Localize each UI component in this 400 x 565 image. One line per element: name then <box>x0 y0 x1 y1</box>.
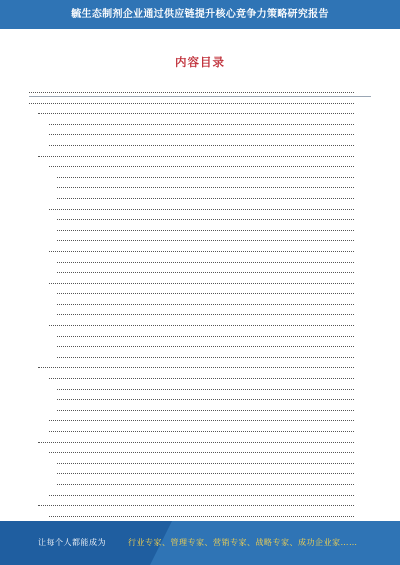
toc-entry[interactable] <box>29 308 371 319</box>
toc-entry[interactable] <box>29 287 371 298</box>
toc-leader-dots <box>57 473 354 474</box>
toc-entry[interactable] <box>29 393 371 404</box>
toc-leader-dots <box>49 209 354 210</box>
footer-slogan-roles: 行业专家、管理专家、营销专家、战略专家、成功企业家…… <box>128 538 358 547</box>
toc-entry[interactable] <box>29 489 371 500</box>
toc-entry[interactable] <box>29 319 371 330</box>
toc-entry[interactable] <box>29 160 371 171</box>
toc-entry[interactable] <box>29 277 371 288</box>
toc-entry[interactable] <box>29 510 371 521</box>
toc-leader-dots <box>49 134 354 135</box>
footer-banner <box>0 521 400 565</box>
toc-entry[interactable] <box>29 181 371 192</box>
toc-entry[interactable] <box>29 245 371 256</box>
toc-entry[interactable] <box>29 256 371 267</box>
toc-leader-dots <box>49 420 354 421</box>
toc-entry[interactable] <box>29 446 371 457</box>
toc-leader-dots <box>57 399 354 400</box>
toc-leader-dots <box>29 103 354 104</box>
toc-entry[interactable] <box>29 340 371 351</box>
toc-entry[interactable] <box>29 467 371 478</box>
toc-leader-dots <box>49 124 354 125</box>
toc-entry[interactable] <box>29 383 371 394</box>
toc-leader-dots <box>57 219 354 220</box>
toc-entry[interactable] <box>29 499 371 510</box>
toc-leader-dots <box>38 367 354 368</box>
toc-entry[interactable] <box>29 118 371 129</box>
toc-leader-dots <box>57 240 354 241</box>
toc-leader-dots <box>57 177 354 178</box>
toc-leader-dots <box>57 346 354 347</box>
toc-leader-dots <box>49 452 354 453</box>
toc-entry[interactable] <box>29 266 371 277</box>
toc-entry[interactable] <box>29 298 371 309</box>
toc-entry[interactable] <box>29 234 371 245</box>
toc-entry[interactable] <box>29 414 371 425</box>
toc-leader-dots <box>57 463 354 464</box>
toc-leader-dots <box>49 495 354 496</box>
toc-entry[interactable] <box>29 404 371 415</box>
toc-leader-dots <box>49 251 354 252</box>
toc-leader-dots <box>57 314 354 315</box>
toc-entry[interactable] <box>29 139 371 150</box>
toc-leader-dots <box>57 262 354 263</box>
toc-title: 内容目录 <box>175 55 225 69</box>
toc-leader-dots <box>49 166 354 167</box>
toc-entry[interactable] <box>29 128 371 139</box>
toc-entry[interactable] <box>29 425 371 436</box>
toc-leader-dots <box>49 516 354 517</box>
toc-list <box>29 86 371 520</box>
toc-leader-dots <box>49 325 354 326</box>
toc-entry[interactable] <box>29 107 371 118</box>
toc-leader-dots <box>29 92 354 93</box>
toc-leader-dots <box>57 357 354 358</box>
toc-leader-dots <box>57 336 354 337</box>
toc-entry[interactable] <box>29 478 371 489</box>
toc-entry[interactable] <box>29 372 371 383</box>
toc-entry[interactable] <box>29 457 371 468</box>
toc-leader-dots <box>57 484 354 485</box>
toc-leader-dots <box>38 442 354 443</box>
toc-leader-dots <box>57 389 354 390</box>
toc-entry[interactable] <box>29 97 371 108</box>
toc-leader-dots <box>49 378 354 379</box>
toc-entry[interactable] <box>29 150 371 161</box>
toc-entry[interactable] <box>29 436 371 447</box>
toc-leader-dots <box>38 156 354 157</box>
toc-leader-dots <box>49 283 354 284</box>
toc-entry[interactable] <box>29 361 371 372</box>
toc-leader-dots <box>57 272 354 273</box>
toc-leader-dots <box>57 187 354 188</box>
toc-leader-dots <box>57 293 354 294</box>
document-page <box>29 29 371 521</box>
toc-entry[interactable] <box>29 224 371 235</box>
toc-leader-dots <box>38 113 354 114</box>
toc-entry[interactable] <box>29 86 371 97</box>
toc-entry[interactable] <box>29 213 371 224</box>
toc-entry[interactable] <box>29 192 371 203</box>
footer-slogan-lead: 让每个人都能成为 <box>38 538 106 547</box>
toc-entry[interactable] <box>29 330 371 341</box>
toc-entry[interactable] <box>29 203 371 214</box>
toc-leader-dots <box>57 230 354 231</box>
report-header <box>0 0 400 29</box>
toc-entry[interactable] <box>29 351 371 362</box>
report-title: 毓生态制剂企业通过供应链提升核心竞争力策略研究报告 <box>71 9 329 20</box>
toc-leader-dots <box>38 505 354 506</box>
toc-leader-dots <box>57 198 354 199</box>
toc-entry[interactable] <box>29 171 371 182</box>
toc-leader-dots <box>57 410 354 411</box>
toc-leader-dots <box>49 145 354 146</box>
toc-leader-dots <box>49 431 354 432</box>
toc-leader-dots <box>57 304 354 305</box>
